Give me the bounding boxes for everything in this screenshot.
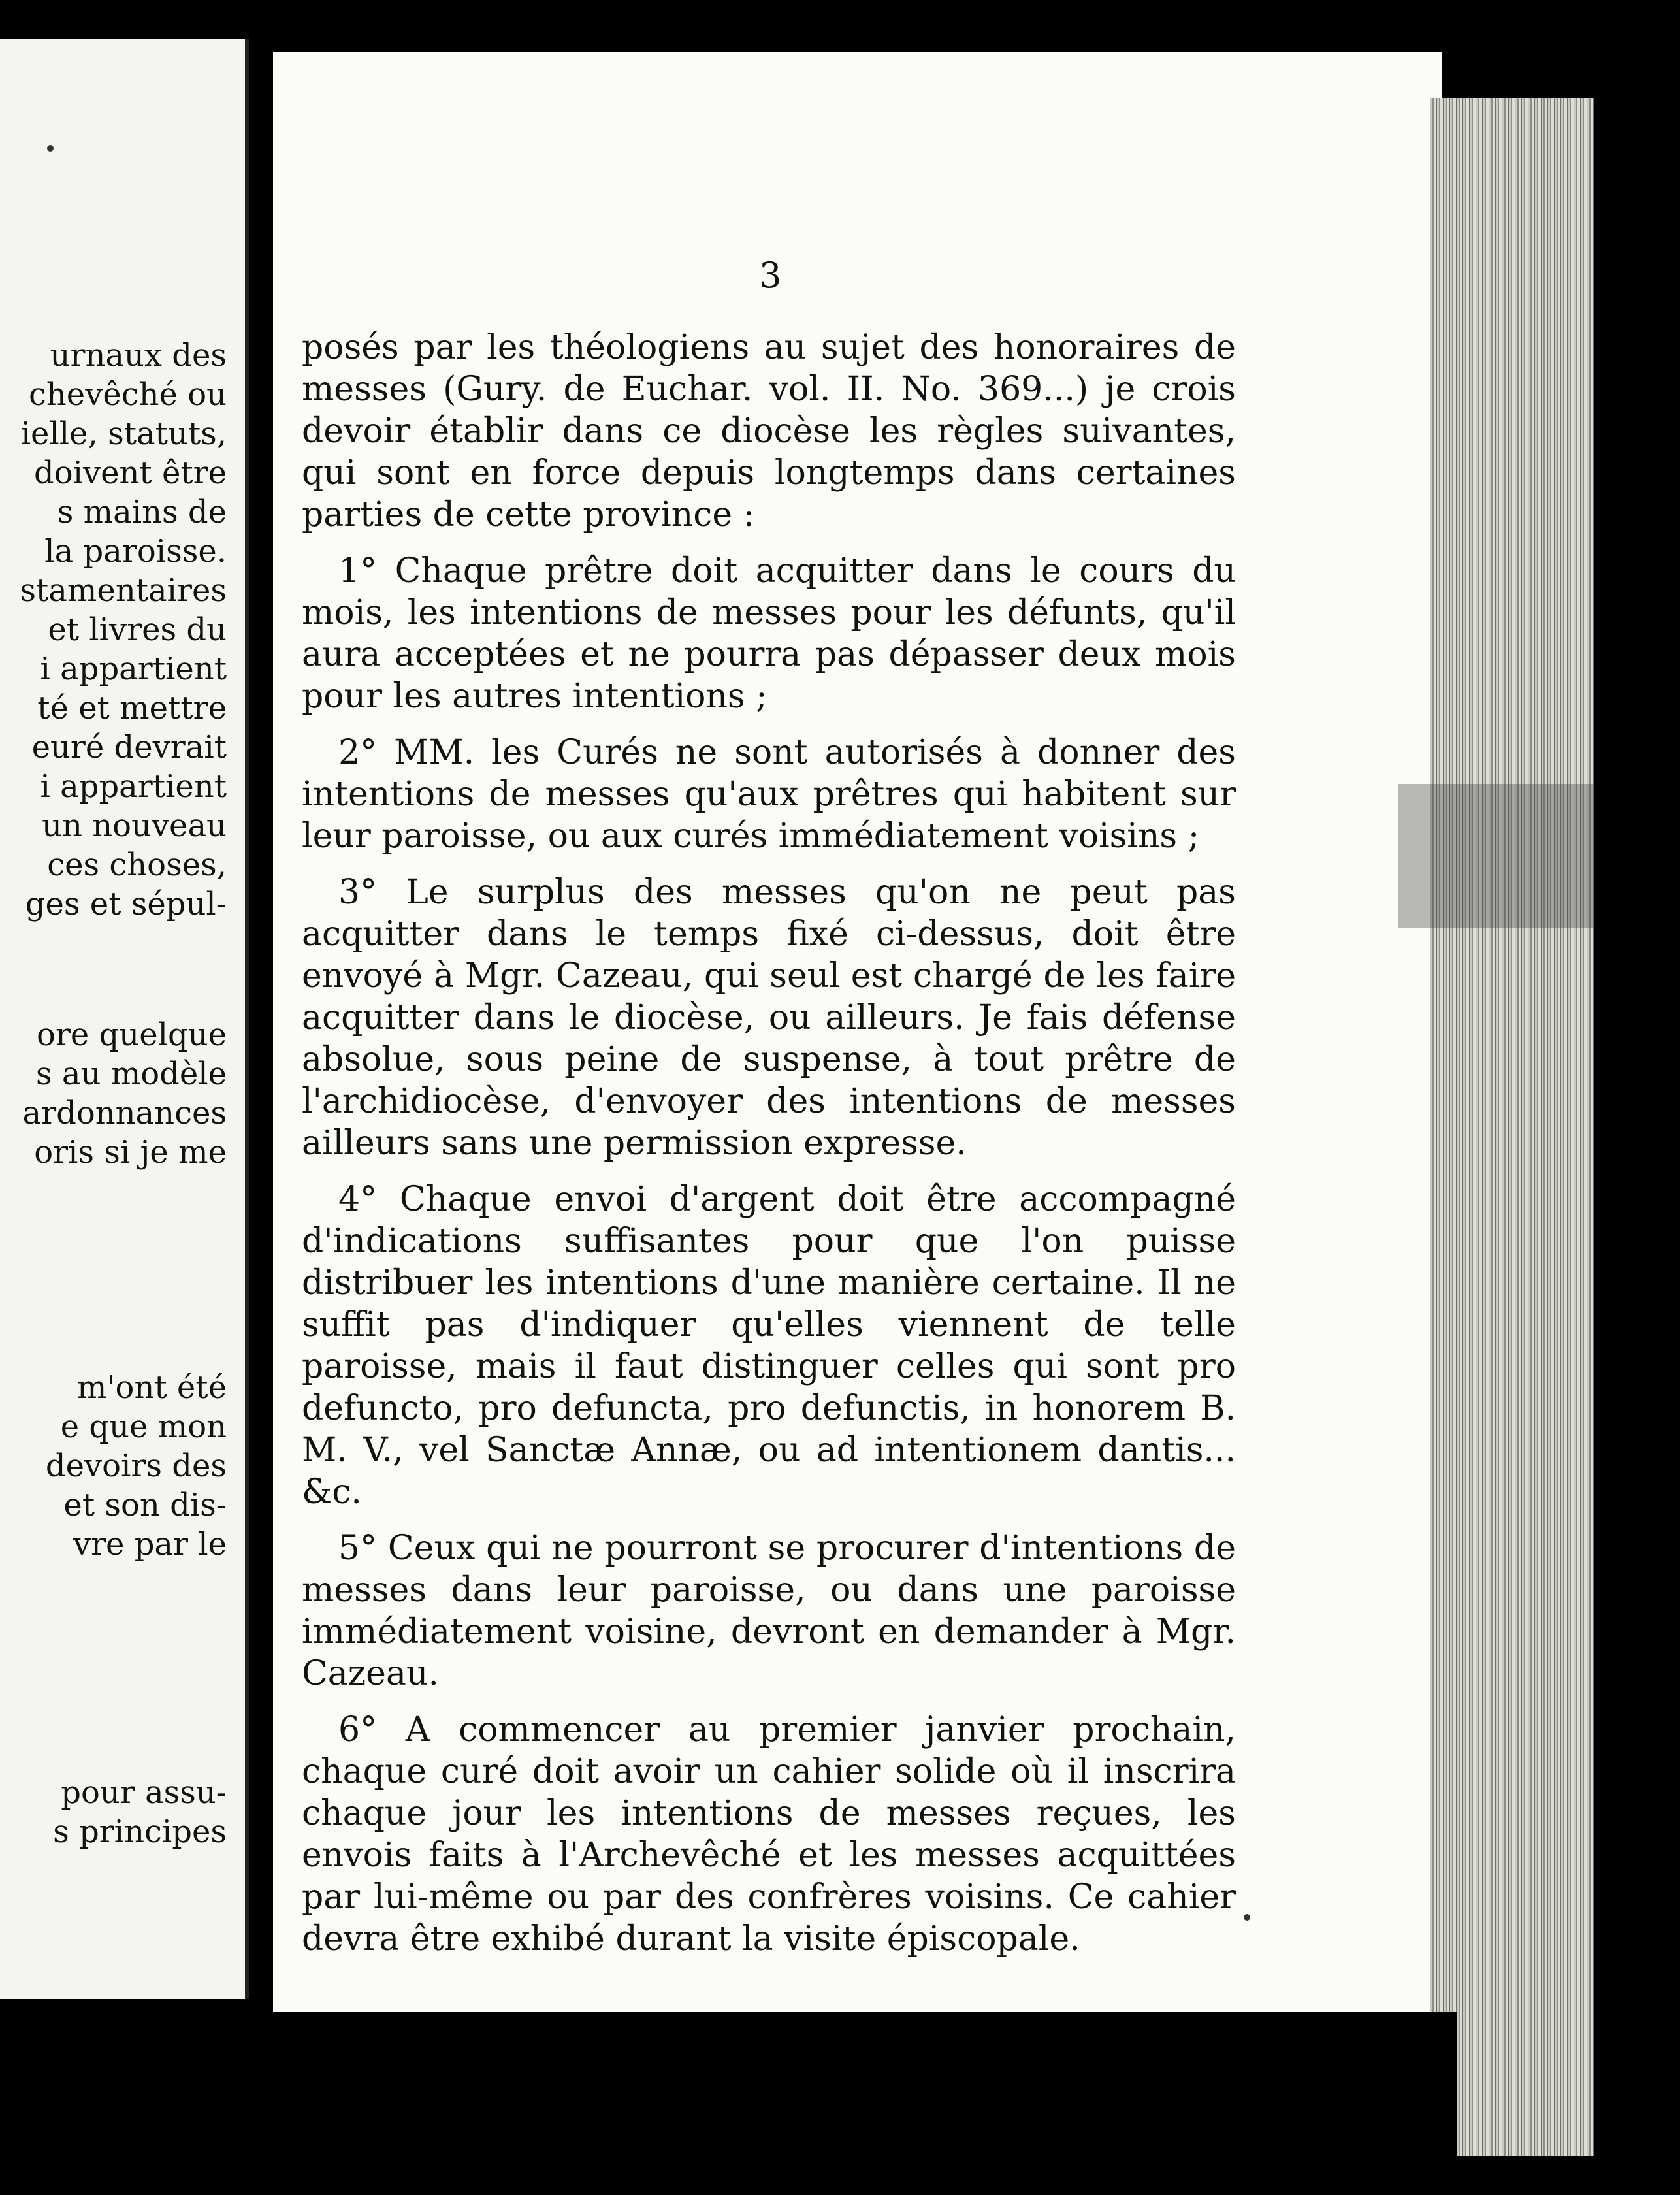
left-page-line: doivent être [33, 455, 227, 491]
rule-4: 4° Chaque envoi d'argent doit être accompagné d'indications suffisantes pour que l'on puisse distribuer les intentions d'une manière certaine. Il ne suffit pas d'indiquer qu'elles viennent de telle paroisse, mais il faut distinguer celles qui sont pro defuncto, pro defuncta, pro defunctis, in honorem B. M. V., vel Sanctæ Annæ, ou ad intentionem dantis... &c. [302, 1180, 1236, 1512]
left-page-line: ges et sépul- [25, 886, 227, 922]
left-page [0, 39, 249, 1999]
rule-2: 2° MM. les Curés ne sont autorisés à donner des intentions de messes qu'aux prêtres qui habitent sur leur paroisse, ou aux curés immédiatement voisins ; [302, 733, 1236, 856]
left-page-line: i appartient [40, 768, 227, 805]
left-page-line: vre par le [73, 1526, 227, 1563]
left-page-line: ore quelque [37, 1016, 227, 1053]
bottom-shadow [216, 2012, 1457, 2195]
page-number: 3 [759, 255, 782, 296]
left-page-line: m'ont été [76, 1369, 227, 1406]
page-edge-stack [1430, 98, 1594, 2156]
left-page-line: la paroisse. [44, 533, 227, 570]
left-page-line: s au modèle [36, 1056, 227, 1092]
left-page-line: ardonnances [22, 1095, 227, 1131]
left-page-line: euré devrait [31, 729, 227, 766]
left-page-line: ces choses, [47, 847, 227, 883]
left-page-line: e que mon [60, 1408, 227, 1445]
speck [47, 145, 54, 152]
left-page-line: s mains de [57, 494, 227, 530]
left-page-line: ielle, statuts, [20, 415, 227, 452]
left-page-line: té et mettre [37, 690, 227, 726]
left-page-line: stamentaires [20, 572, 227, 609]
rule-5: 5° Ceux qui ne pourront se procurer d'intentions de messes dans leur paroisse, ou dans une paroisse immédiatement voisine, devront en demander à Mgr. Cazeau. [302, 1529, 1236, 1693]
left-page-line: et livres du [48, 611, 227, 648]
speck [1244, 1914, 1250, 1921]
page-edge-shadow [1398, 784, 1594, 928]
left-page-line: oris si je me [34, 1134, 227, 1171]
rule-1: 1° Chaque prêtre doit acquitter dans le cours du mois, les intentions de messes pour les défunts, qu'il aura acceptées et ne pourra pas dépasser deux mois pour les autres intentions ; [302, 551, 1236, 716]
left-page-line: devoirs des [45, 1448, 227, 1484]
left-page-line: i appartient [40, 651, 227, 687]
page-body [302, 327, 1236, 1974]
left-page-line: urnaux des [50, 337, 227, 374]
rule-3: 3° Le surplus des messes qu'on ne peut pas acquitter dans le temps fixé ci-dessus, doit être envoyé à Mgr. Cazeau, qui seul est chargé de les faire acquitter dans le diocèse, ou ailleurs. Je fais défense absolue, sous peine de suspense, à tout prêtre de l'archidiocèse, d'envoyer des intentions de messes ailleurs sans une permission expresse. [302, 873, 1236, 1163]
left-page-line: s principes [53, 1813, 227, 1850]
left-page-line: pour assu- [61, 1774, 227, 1811]
intro-paragraph: posés par les théologiens au sujet des honoraires de messes (Gury. de Euchar. vol. II. No. 369...) je crois devoir établir dans ce diocèse les règles suivantes, qui sont en force depuis longtemps dans certaines parties de cette province : [302, 328, 1236, 534]
left-page-line: et son dis- [63, 1487, 227, 1523]
right-border [1594, 98, 1680, 2195]
left-page-line: un nouveau [42, 807, 227, 844]
left-page-line: chevêché ou [29, 376, 227, 413]
rule-6: 6° A commencer au premier janvier prochain, chaque curé doit avoir un cahier solide où il inscrira chaque jour les intentions de messes reçues, les envois faits à l'Archevêché et les messes acquittées par lui-même ou par des confrères voisins. Ce cahier devra être exhibé durant la visite épiscopale. [302, 1710, 1236, 1959]
